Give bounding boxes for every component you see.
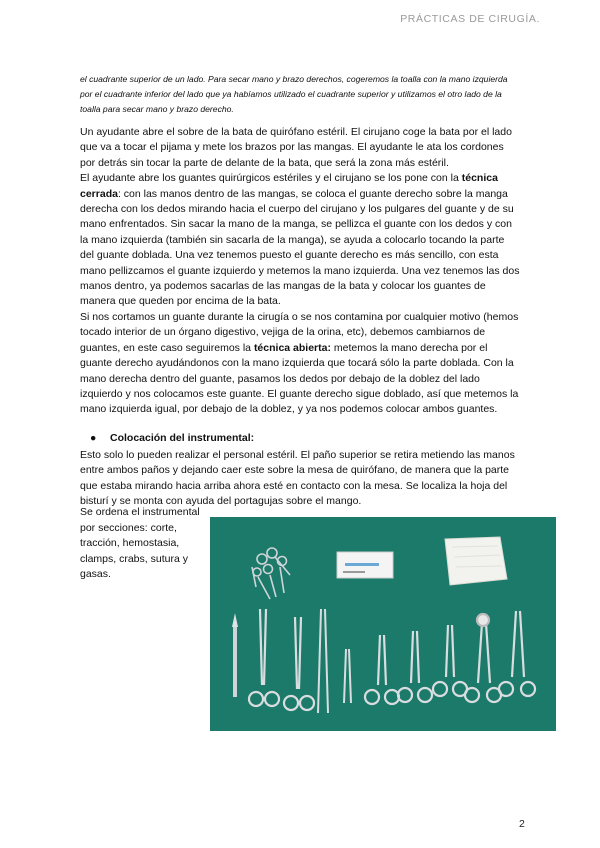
- instruments-photo: [210, 517, 556, 731]
- page-number: 2: [519, 818, 525, 830]
- running-header: PRÁCTICAS DE CIRUGÍA.: [400, 13, 540, 25]
- side-note: Se ordena el instrumental por secciones: corte, tracción, hemostasia, clamps, crabs, sutura y gasas.: [80, 506, 200, 581]
- intro-paragraph: el cuadrante superior de un lado. Para secar mano y brazo derechos, cogeremos la toalla con la mano izquierda por el cuadrante inferior del lado que ya habíamos utilizado el cuadrante superior y utilizamos el otro lado de la toalla para secar mano y brazo derecho.: [80, 74, 508, 114]
- bullet-icon: ●: [90, 432, 97, 444]
- section-title: Colocación del instrumental:: [110, 432, 255, 444]
- gauze-icon: [445, 537, 507, 585]
- main-text: [80, 125, 520, 418]
- suture-packet-icon: [337, 552, 393, 578]
- paragraph-open-technique: Si nos cortamos un guante durante la cirugía o se nos contamina por cualquier motivo (hemos tocado interior de un órgano digestivo, vejiga de la orina, etc), debemos cambiarnos de guantes, en este caso seguiremos la técnica abierta: metemos la mano derecha por el guante derecho ayudándonos con la mano izquierda que tocará sólo la parte doblada. Con la mano derecha dentro del guante, pasamos los dedos por debajo de la doblez del lado izquierdo y nos colocamos este guante. El guante derecho sigue doblado, así que metemos la mano izquierda igual, por debajo de la doblez, y ya nos podemos colocar ambos guantes.: [80, 310, 519, 416]
- surgical-instruments-illustration: [210, 517, 556, 731]
- paragraph-closed-technique: El ayudante abre los guantes quirúrgicos estériles y el cirujano se los pone con la técnica cerrada: con las manos dentro de las mangas, se coloca el guante derecho sobre la manga derecha con los dedos mirando hacia el cuerpo del cirujano y los pulgares del guante y de su mano enfrentados. Sin sacar la mano de la manga, se pellizca el guante con los dedos y con la mano izquierda (también sin sacarla de la manga), se ayuda a colocarlo tocando la parte del guante doblada. Una vez tenemos puesto el guante derecho es más sencillo, con esta mano pellizcamos el guante izquierdo y metemos la mano izquierda. Una vez tenemos las dos manos dentro, ya podemos sacarlas de las mangas de la bata y colocar los guantes de manera que queden por encima de la bata.: [80, 172, 520, 308]
- term-closed-technique: técnica cerrada: [80, 172, 498, 200]
- paragraph-gown: Un ayudante abre el sobre de la bata de quirófano estéril. El cirujano coge la bata por el lado que va a tocar el pijama y mete los brazos por las mangas. El ayudante le ata los cordones por detrás sin tocar la parte de delante de la bata, que será la zona más estéril.: [80, 126, 512, 169]
- section-heading: [90, 432, 254, 444]
- section-paragraph: Esto solo lo pueden realizar el personal estéril. El paño superior se retira metiendo las manos entre ambos paños y dejando caer este sobre la mesa de quirófano, de manera que la parte que estaba mirando hacia arriba ahora esté en contacto con la mesa. Se localiza la hoja del bisturí y se monta con ayuda del portagujas sobre el mango.: [80, 449, 515, 508]
- term-open-technique: técnica abierta:: [253, 341, 331, 354]
